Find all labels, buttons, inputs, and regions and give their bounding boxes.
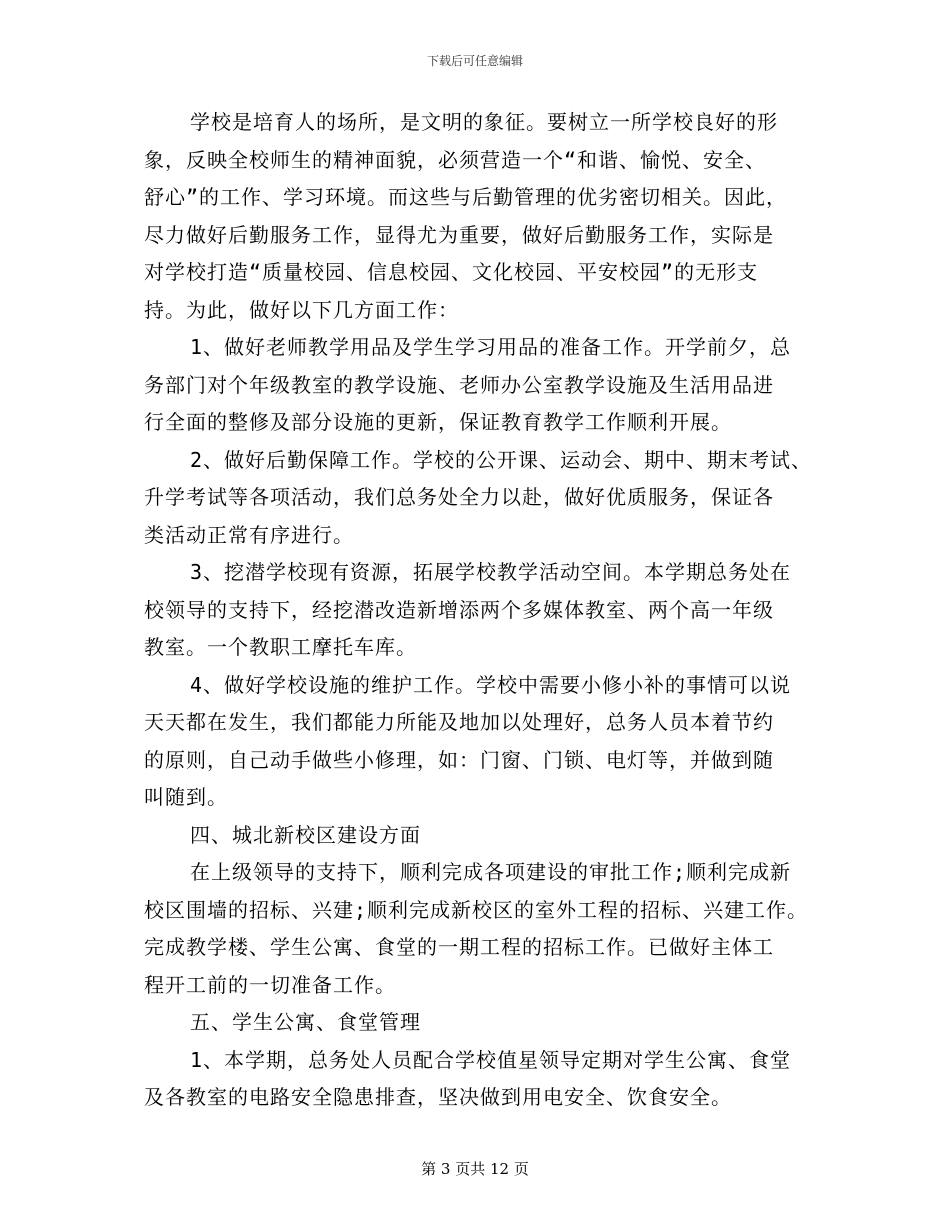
paragraph-line: 1、本学期，总务处人员配合学校值星领导定期对学生公寓、食堂 — [190, 1047, 792, 1072]
paragraph-line: 4、做好学校设施的维护工作。学校中需要小修小补的事情可以说 — [190, 672, 792, 697]
paragraph-line: 完成教学楼、学生公寓、食堂的一期工程的招标工作。已做好主体工 — [144, 935, 774, 959]
paragraph-line: 尽力做好后勤服务工作，显得尤为重要，做好后勤服务工作，实际是 — [144, 222, 774, 247]
paragraph-line: 教室。一个教职工摩托车库。 — [144, 635, 417, 659]
paragraph-line: 的原则，自己动手做些小修理，如：门窗、门锁、电灯等，并做到随 — [144, 747, 774, 772]
paragraph-line: 学校是培育人的场所，是文明的象征。要树立一所学校良好的形 — [190, 110, 778, 134]
page-header: 下载后可任意编辑 — [426, 54, 523, 68]
paragraph-line: 程开工前的一切准备工作。 — [144, 972, 396, 997]
document-body — [144, 104, 816, 1117]
paragraph-line: 天天都在发生，我们都能力所能及地加以处理好，总务人员本着节约 — [144, 710, 774, 734]
paragraph-line: 及各教室的电路安全隐患排查，坚决做到用电安全、饮食安全。 — [144, 1085, 732, 1109]
section-heading: 四、城北新校区建设方面 — [190, 822, 421, 847]
paragraph-line: 象，反映全校师生的精神面貌，必须营造一个“和谐、愉悦、安全、 — [144, 147, 767, 172]
paragraph-line: 3、挖潜学校现有资源，拓展学校教学活动空间。本学期总务处在 — [190, 560, 792, 584]
section-heading: 五、学生公寓、食堂管理 — [190, 1010, 421, 1034]
paragraph-line: 叫随到。 — [144, 785, 228, 809]
paragraph-line: 类活动正常有序进行。 — [144, 522, 354, 547]
paragraph-line: 校领导的支持下，经挖潜改造新增添两个多媒体教室、两个高一年级 — [144, 597, 774, 622]
paragraph-line: 持。为此，做好以下几方面工作： — [144, 297, 459, 322]
paragraph-line: 行全面的整修及部分设施的更新，保证教育教学工作顺利开展。 — [144, 410, 732, 434]
page-footer: 第 3 页共 12 页 — [421, 1160, 529, 1178]
paragraph-line: 务部门对个年级教室的教学设施、老师办公室教学设施及生活用品进 — [144, 372, 774, 397]
paragraph-line: 在上级领导的支持下，顺利完成各项建设的审批工作;顺利完成新 — [190, 860, 792, 884]
paragraph-line: 1、做好老师教学用品及学生学习用品的准备工作。开学前夕，总 — [190, 335, 792, 359]
paragraph-line: 升学考试等各项活动，我们总务处全力以赴，做好优质服务，保证各 — [144, 485, 774, 509]
paragraph-line: 2、做好后勤保障工作。学校的公开课、运动会、期中、期末考试、 — [190, 447, 813, 472]
paragraph-line: 校区围墙的招标、兴建;顺利完成新校区的室外工程的招标、兴建工作。 — [144, 897, 809, 922]
paragraph-line: 舒心”的工作、学习环境。而这些与后勤管理的优劣密切相关。因此， — [144, 185, 788, 209]
paragraph-line: 对学校打造“质量校园、信息校园、文化校园、平安校园”的无形支 — [144, 260, 759, 284]
